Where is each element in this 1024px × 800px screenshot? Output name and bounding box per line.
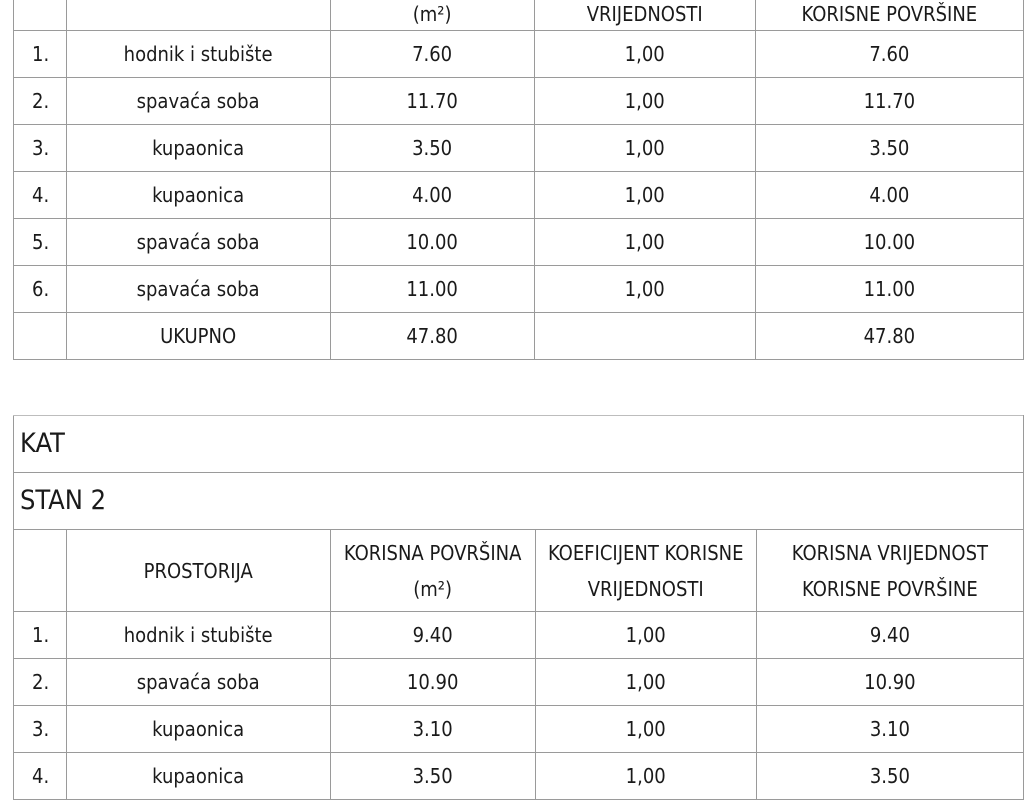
room-value: 11.70: [755, 78, 1023, 125]
room-area: 3.10: [330, 706, 535, 753]
total-label: UKUPNO: [66, 313, 330, 360]
header-value: KORISNE POVRŠINE: [755, 0, 1023, 31]
header-area-line1: KORISNA POVRŠINA: [343, 540, 522, 565]
room-area: 4.00: [330, 172, 534, 219]
room-coefficient: 1,00: [535, 612, 756, 659]
table-row: [14, 659, 1024, 706]
row-number: 3.: [14, 125, 67, 172]
header-coef-line2: VRIJEDNOSTI: [587, 576, 704, 601]
room-coefficient: 1,00: [535, 659, 756, 706]
room-name: hodnik i stubište: [66, 612, 330, 659]
room-area-table-1: [13, 0, 1024, 360]
row-number: 2.: [14, 78, 67, 125]
room-area-table-2: [13, 415, 1024, 800]
room-coefficient: 1,00: [535, 706, 756, 753]
room-value: 7.60: [755, 31, 1023, 78]
header-no: [14, 0, 67, 31]
room-name: kupaonica: [66, 125, 330, 172]
total-number-cell: [14, 313, 67, 360]
room-value: 11.00: [755, 266, 1023, 313]
header-room: [66, 0, 330, 31]
header-coef-line1: KOEFICIJENT KORISNE: [547, 540, 744, 565]
header-area: (m²): [330, 0, 534, 31]
unit-row: [14, 473, 1024, 530]
room-name: kupaonica: [66, 706, 330, 753]
room-coefficient: 1,00: [534, 78, 755, 125]
header-value: [756, 530, 1023, 612]
room-name: hodnik i stubište: [66, 31, 330, 78]
row-number: 3.: [14, 706, 67, 753]
table-row: [14, 266, 1024, 313]
room-value: 9.40: [756, 612, 1023, 659]
room-value: 3.10: [756, 706, 1023, 753]
room-coefficient: 1,00: [534, 219, 755, 266]
row-number: 1.: [14, 612, 67, 659]
room-area: 3.50: [330, 125, 534, 172]
room-value: 4.00: [755, 172, 1023, 219]
table-row: [14, 612, 1024, 659]
room-name: spavaća soba: [66, 78, 330, 125]
row-number: 2.: [14, 659, 67, 706]
table-row: [14, 31, 1024, 78]
room-coefficient: 1,00: [534, 125, 755, 172]
row-number: 4.: [14, 172, 67, 219]
room-area: 3.50: [330, 753, 535, 800]
row-number: 1.: [14, 31, 67, 78]
table-header-row: [14, 0, 1024, 31]
table-row: [14, 125, 1024, 172]
room-coefficient: 1,00: [534, 266, 755, 313]
table-row: [14, 78, 1024, 125]
room-area: 10.00: [330, 219, 534, 266]
room-name: spavaća soba: [66, 219, 330, 266]
total-coefficient-cell: [534, 313, 755, 360]
row-number: 4.: [14, 753, 67, 800]
total-row: [14, 313, 1024, 360]
room-area: 11.70: [330, 78, 534, 125]
header-area: [330, 530, 535, 612]
total-value: 47.80: [755, 313, 1023, 360]
room-value: 3.50: [756, 753, 1023, 800]
header-room: PROSTORIJA: [66, 530, 330, 612]
header-value-line2: KORISNE POVRŠINE: [802, 576, 978, 601]
total-area: 47.80: [330, 313, 534, 360]
table-header-row: [14, 530, 1024, 612]
room-coefficient: 1,00: [534, 172, 755, 219]
table-row: [14, 753, 1024, 800]
table-row: [14, 219, 1024, 266]
room-coefficient: 1,00: [535, 753, 756, 800]
floor-row: [14, 416, 1024, 473]
header-coef: [535, 530, 756, 612]
room-name: spavaća soba: [66, 659, 330, 706]
header-area-line2: (m²): [413, 576, 453, 601]
room-area: 11.00: [330, 266, 534, 313]
room-name: kupaonica: [66, 753, 330, 800]
header-no: [14, 530, 67, 612]
room-name: spavaća soba: [66, 266, 330, 313]
table-row: [14, 706, 1024, 753]
unit-heading: STAN 2: [14, 473, 1024, 530]
row-number: 5.: [14, 219, 67, 266]
room-area: 10.90: [330, 659, 535, 706]
floor-heading: KAT: [14, 416, 1024, 473]
room-value: 10.00: [755, 219, 1023, 266]
room-name: kupaonica: [66, 172, 330, 219]
row-number: 6.: [14, 266, 67, 313]
header-value-line1: KORISNA VRIJEDNOST: [791, 540, 988, 565]
room-area: 9.40: [330, 612, 535, 659]
room-value: 10.90: [756, 659, 1023, 706]
room-coefficient: 1,00: [534, 31, 755, 78]
table-row: [14, 172, 1024, 219]
room-area: 7.60: [330, 31, 534, 78]
header-coef: VRIJEDNOSTI: [534, 0, 755, 31]
room-value: 3.50: [755, 125, 1023, 172]
